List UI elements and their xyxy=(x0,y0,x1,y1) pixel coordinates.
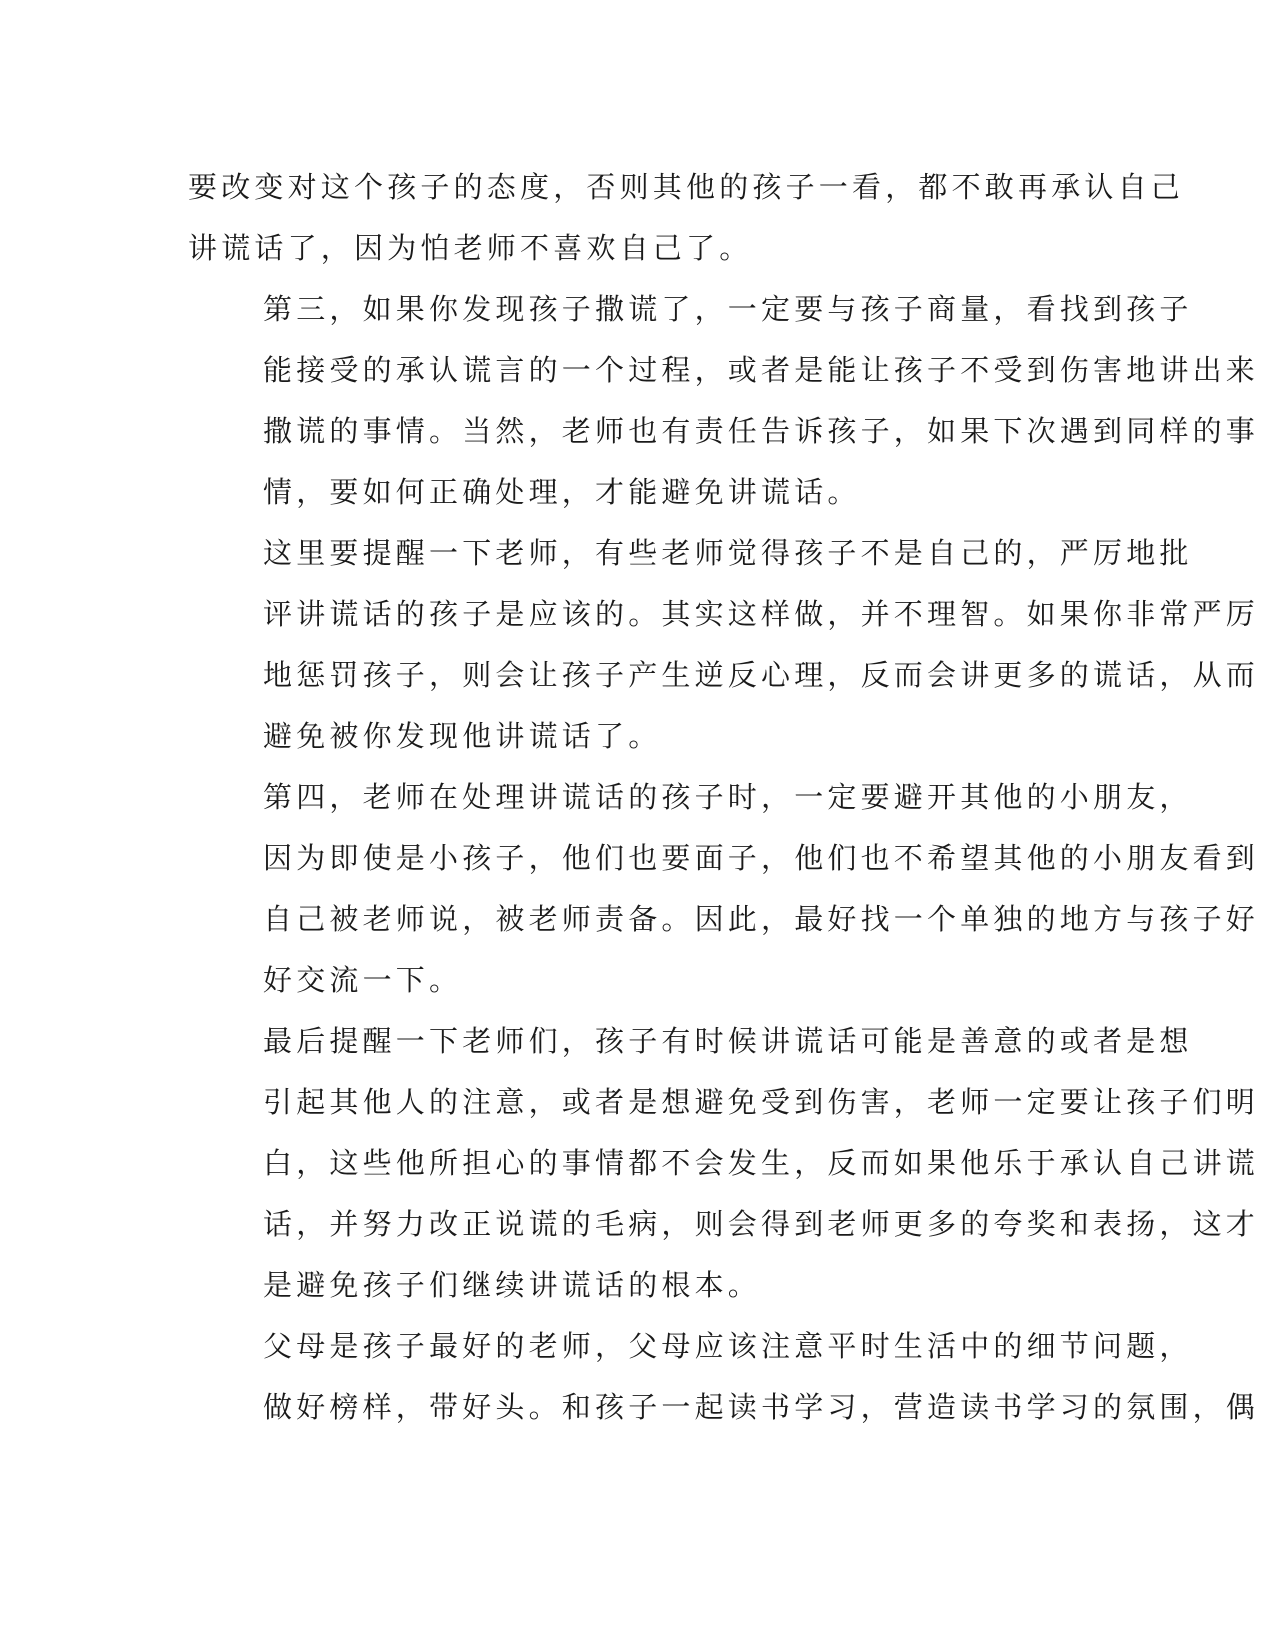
text-line: 这里要提醒一下老师，有些老师觉得孩子不是自己的，严厉地批 xyxy=(263,536,1193,570)
paragraph-reminder xyxy=(188,523,1260,767)
paragraph-final-reminder xyxy=(188,1011,1260,1316)
text-line: 要改变对这个孩子的态度，否则其他的孩子一看，都不敢再承认自己 xyxy=(188,170,1185,204)
text-line: 父母是孩子最好的老师，父母应该注意平时生活中的细节问题， xyxy=(263,1329,1193,1363)
text-line: 情，要如何正确处理，才能避免讲谎话。 xyxy=(263,475,861,509)
text-line: 避免被你发现他讲谎话了。 xyxy=(263,719,662,753)
text-line: 最后提醒一下老师们，孩子有时候讲谎话可能是善意的或者是想 xyxy=(263,1024,1193,1058)
text-line: 第四，老师在处理讲谎话的孩子时，一定要避开其他的小朋友， xyxy=(263,780,1193,814)
text-line: 撒谎的事情。当然，老师也有责任告诉孩子，如果下次遇到同样的事 xyxy=(263,414,1260,448)
paragraph-continuation xyxy=(188,157,1185,279)
paragraph-parents xyxy=(188,1316,1260,1438)
text-line: 引起其他人的注意，或者是想避免受到伤害，老师一定要让孩子们明 xyxy=(263,1085,1260,1119)
text-line: 评讲谎话的孩子是应该的。其实这样做，并不理智。如果你非常严厉 xyxy=(263,597,1260,631)
text-line: 好交流一下。 xyxy=(263,963,463,997)
body-text xyxy=(188,157,1260,1438)
text-line: 第三，如果你发现孩子撒谎了，一定要与孩子商量，看找到孩子 xyxy=(263,292,1193,326)
paragraph-fourth-point xyxy=(188,767,1260,1011)
text-line: 能接受的承认谎言的一个过程，或者是能让孩子不受到伤害地讲出来 xyxy=(263,353,1260,387)
text-line: 白，这些他所担心的事情都不会发生，反而如果他乐于承认自己讲谎 xyxy=(263,1146,1260,1180)
text-line: 地惩罚孩子，则会让孩子产生逆反心理，反而会讲更多的谎话，从而 xyxy=(263,658,1260,692)
text-line: 做好榜样，带好头。和孩子一起读书学习，营造读书学习的氛围，偶 xyxy=(263,1390,1260,1424)
paragraph-third-point xyxy=(188,279,1260,523)
text-line: 自己被老师说，被老师责备。因此，最好找一个单独的地方与孩子好 xyxy=(263,902,1260,936)
text-line: 因为即使是小孩子，他们也要面子，他们也不希望其他的小朋友看到 xyxy=(263,841,1260,875)
text-line: 话，并努力改正说谎的毛病，则会得到老师更多的夸奖和表扬，这才 xyxy=(263,1207,1260,1241)
text-line: 讲谎话了，因为怕老师不喜欢自己了。 xyxy=(188,231,753,265)
text-line: 是避免孩子们继续讲谎话的根本。 xyxy=(263,1268,762,1302)
